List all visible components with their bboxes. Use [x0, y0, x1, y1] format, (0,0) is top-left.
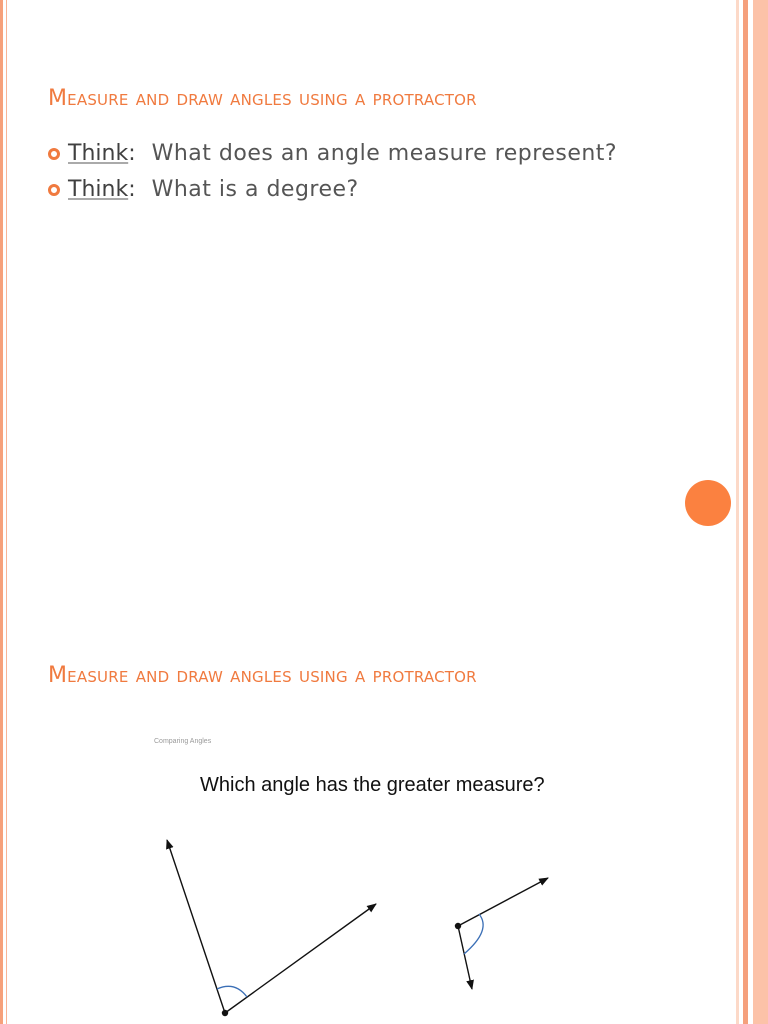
angle-a-ray-1: [167, 840, 225, 1013]
angle-a: [167, 840, 376, 1016]
right-border-band: [753, 0, 768, 1024]
angle-b: [455, 878, 548, 989]
slide-1-title: Measure and draw angles using a protractor: [48, 86, 477, 111]
bullet-item: [48, 141, 617, 166]
angle-b-arc: [464, 914, 483, 954]
angle-figure: [120, 728, 600, 1024]
bullet-item: [48, 177, 359, 202]
figure-caption: Comparing Angles: [154, 738, 212, 745]
bullet-circle-icon: [48, 148, 60, 160]
figure-question: Which angle has the greater measure?: [200, 774, 545, 796]
bullet-text: What does an angle measure represent?: [151, 141, 618, 166]
angle-a-ray-2: [225, 904, 376, 1013]
slide-marker-dot: [685, 480, 731, 526]
left-border-rule-thin: [6, 0, 7, 1024]
bullet-colon: :: [128, 141, 136, 166]
slide-2-title: Measure and draw angles using a protractor: [48, 663, 477, 688]
bullet-keyword: Think: [68, 141, 129, 166]
comparing-angles-figure: [120, 728, 600, 1024]
left-border-rule: [0, 0, 3, 1024]
bullet-colon: :: [128, 177, 136, 202]
angle-b-vertex: [455, 923, 461, 929]
angle-a-vertex: [222, 1010, 228, 1016]
angle-b-ray-2: [458, 926, 472, 989]
angle-b-ray-1: [458, 878, 548, 926]
bullet-text: What is a degree?: [151, 177, 359, 202]
bullet-keyword: Think: [68, 177, 129, 202]
angle-a-arc: [217, 986, 247, 997]
bullet-circle-icon: [48, 184, 60, 196]
